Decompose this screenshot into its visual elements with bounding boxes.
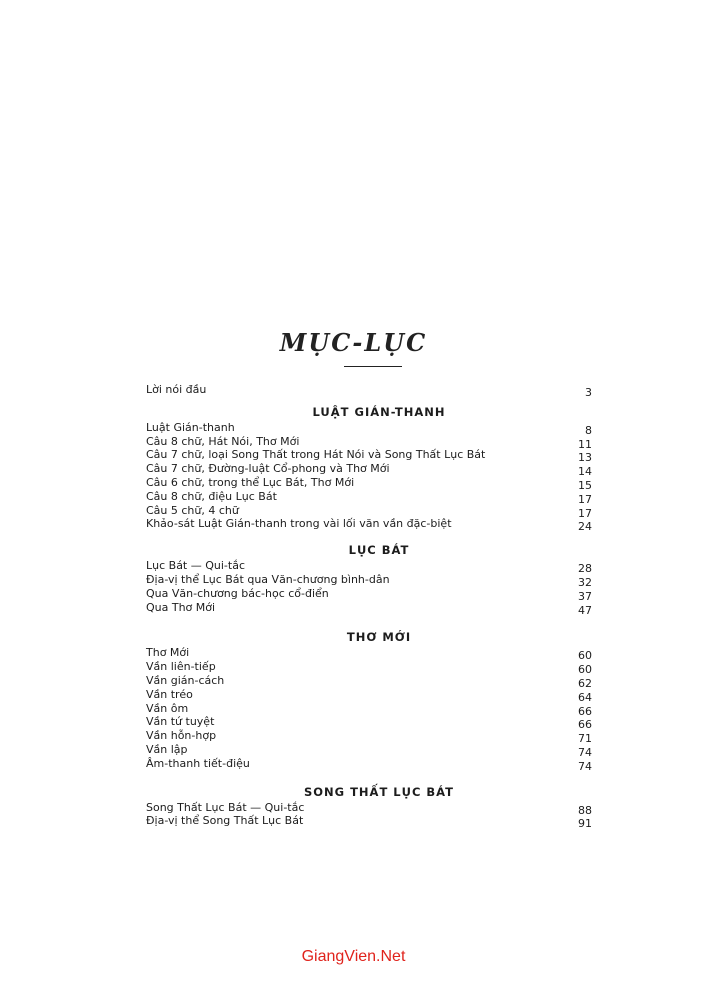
toc-entry-label: Địa-vị thể Lục Bát qua Văn-chương bình-dân: [146, 572, 390, 586]
toc-entry[interactable]: [146, 674, 592, 688]
toc-entry-label: Vần tứ tuyệt: [146, 715, 215, 729]
toc-entry-page: 66: [578, 718, 592, 732]
section-heading: THƠ MỚI: [346, 630, 412, 645]
toc-entry-page: 17: [578, 506, 592, 520]
toc-entry-label: Vần tréo: [146, 687, 193, 701]
toc-entry[interactable]: [146, 801, 592, 815]
toc-entry-page: 62: [578, 676, 592, 690]
toc-entry-label: Vần hỗn-hợp: [146, 729, 217, 743]
toc-entry-page: 37: [578, 589, 592, 603]
toc-entry-label: Câu 7 chữ, loại Song Thất trong Hát Nói và Song Thất Lục Bát: [146, 448, 486, 462]
page-title: MỤC-LỤC: [279, 328, 428, 357]
toc-entry-page: 3: [585, 386, 592, 399]
toc-entry-page: 13: [578, 451, 592, 465]
toc-entry-label: Câu 5 chữ, 4 chữ: [146, 503, 239, 517]
toc-entry-page: 8: [585, 423, 592, 437]
toc-entry-page: 24: [578, 520, 592, 534]
toc-entry[interactable]: [146, 702, 592, 716]
toc-entry[interactable]: [146, 743, 592, 757]
toc-entry-label: Âm-thanh tiết-điệu: [146, 756, 250, 770]
toc-entry-intro[interactable]: [146, 383, 592, 397]
toc-entry[interactable]: [146, 504, 592, 518]
toc-entry[interactable]: [146, 448, 592, 465]
toc-entry[interactable]: [146, 587, 592, 601]
toc-entry-label: Câu 7 chữ, Đường-luật Cổ-phong và Thơ Mới: [146, 462, 390, 476]
toc-entry-page: 91: [578, 817, 592, 831]
toc-entry-page: 15: [578, 478, 592, 492]
toc-entry-page: 88: [578, 803, 592, 817]
toc-entry[interactable]: [146, 757, 592, 771]
toc-entry[interactable]: [146, 517, 592, 534]
toc-entry-label: Lục Bát — Qui-tắc: [146, 559, 245, 573]
toc-entry[interactable]: [146, 476, 592, 490]
toc-entry[interactable]: [146, 573, 592, 587]
toc-entry-page: 64: [578, 690, 592, 704]
toc-entry-label: Thơ Mới: [146, 646, 190, 660]
toc-entry[interactable]: [146, 421, 592, 435]
toc-entry[interactable]: [146, 814, 592, 831]
toc-entry-label: Câu 8 chữ, Hát Nói, Thơ Mới: [146, 434, 300, 448]
toc-entry-label: Song Thất Lục Bát — Qui-tắc: [146, 800, 305, 814]
toc-entry[interactable]: [146, 490, 592, 504]
toc-entry-page: 28: [578, 562, 592, 576]
toc-entry-page: 74: [578, 745, 592, 759]
toc-entry[interactable]: [146, 688, 592, 702]
table-of-contents: [146, 383, 592, 831]
title-underline: [344, 366, 402, 367]
section-heading: SONG THẤT LỤC BÁT: [303, 784, 455, 799]
toc-entry[interactable]: [146, 559, 592, 576]
toc-entry-page: 47: [578, 603, 592, 617]
toc-entry-label: Luật Gián-thanh: [146, 420, 235, 434]
toc-entry-label: Câu 8 chữ, điệu Lục Bát: [146, 489, 277, 503]
toc-entry-label: Câu 6 chữ, trong thể Lục Bát, Thơ Mới: [146, 475, 355, 489]
toc-entry-page: 66: [578, 704, 592, 718]
toc-entry-label: Vần ôm: [146, 701, 189, 715]
toc-entry[interactable]: [146, 435, 592, 449]
toc-entry-page: 14: [578, 465, 592, 479]
toc-entry[interactable]: [146, 646, 592, 663]
toc-entry-label: Vần gián-cách: [146, 673, 225, 687]
toc-entry-page: 11: [578, 437, 592, 451]
section-heading: LỤC BÁT: [348, 543, 410, 558]
toc-entry-page: 17: [578, 492, 592, 506]
toc-entry[interactable]: [146, 729, 592, 746]
toc-entry[interactable]: [146, 462, 592, 479]
toc-entry-label: Vần lập: [146, 742, 188, 756]
toc-entry-label: Qua Thơ Mới: [146, 600, 216, 614]
toc-entry-page: 71: [578, 732, 592, 746]
toc-entry[interactable]: [146, 715, 592, 732]
toc-entry-label: Địa-vị thể Song Thất Lục Bát: [146, 814, 304, 828]
watermark-link[interactable]: GiangVien.Net: [301, 948, 406, 965]
section-heading: LUẬT GIÁN-THANH: [312, 404, 446, 419]
toc-entry-page: 74: [578, 759, 592, 773]
toc-entry-label: Vần liên-tiếp: [146, 660, 216, 674]
toc-entry[interactable]: [146, 660, 592, 677]
toc-entry-page: 60: [578, 649, 592, 663]
toc-entry-label: Lời nói đầu: [146, 383, 207, 396]
toc-entry-page: 60: [578, 663, 592, 677]
toc-entry-label: Khảo-sát Luật Gián-thanh trong vài lối văn vần đặc-biệt: [146, 517, 452, 531]
toc-entry-label: Qua Văn-chương bác-học cổ-điển: [146, 586, 329, 600]
toc-entry[interactable]: [146, 601, 592, 615]
toc-entry-page: 32: [578, 575, 592, 589]
